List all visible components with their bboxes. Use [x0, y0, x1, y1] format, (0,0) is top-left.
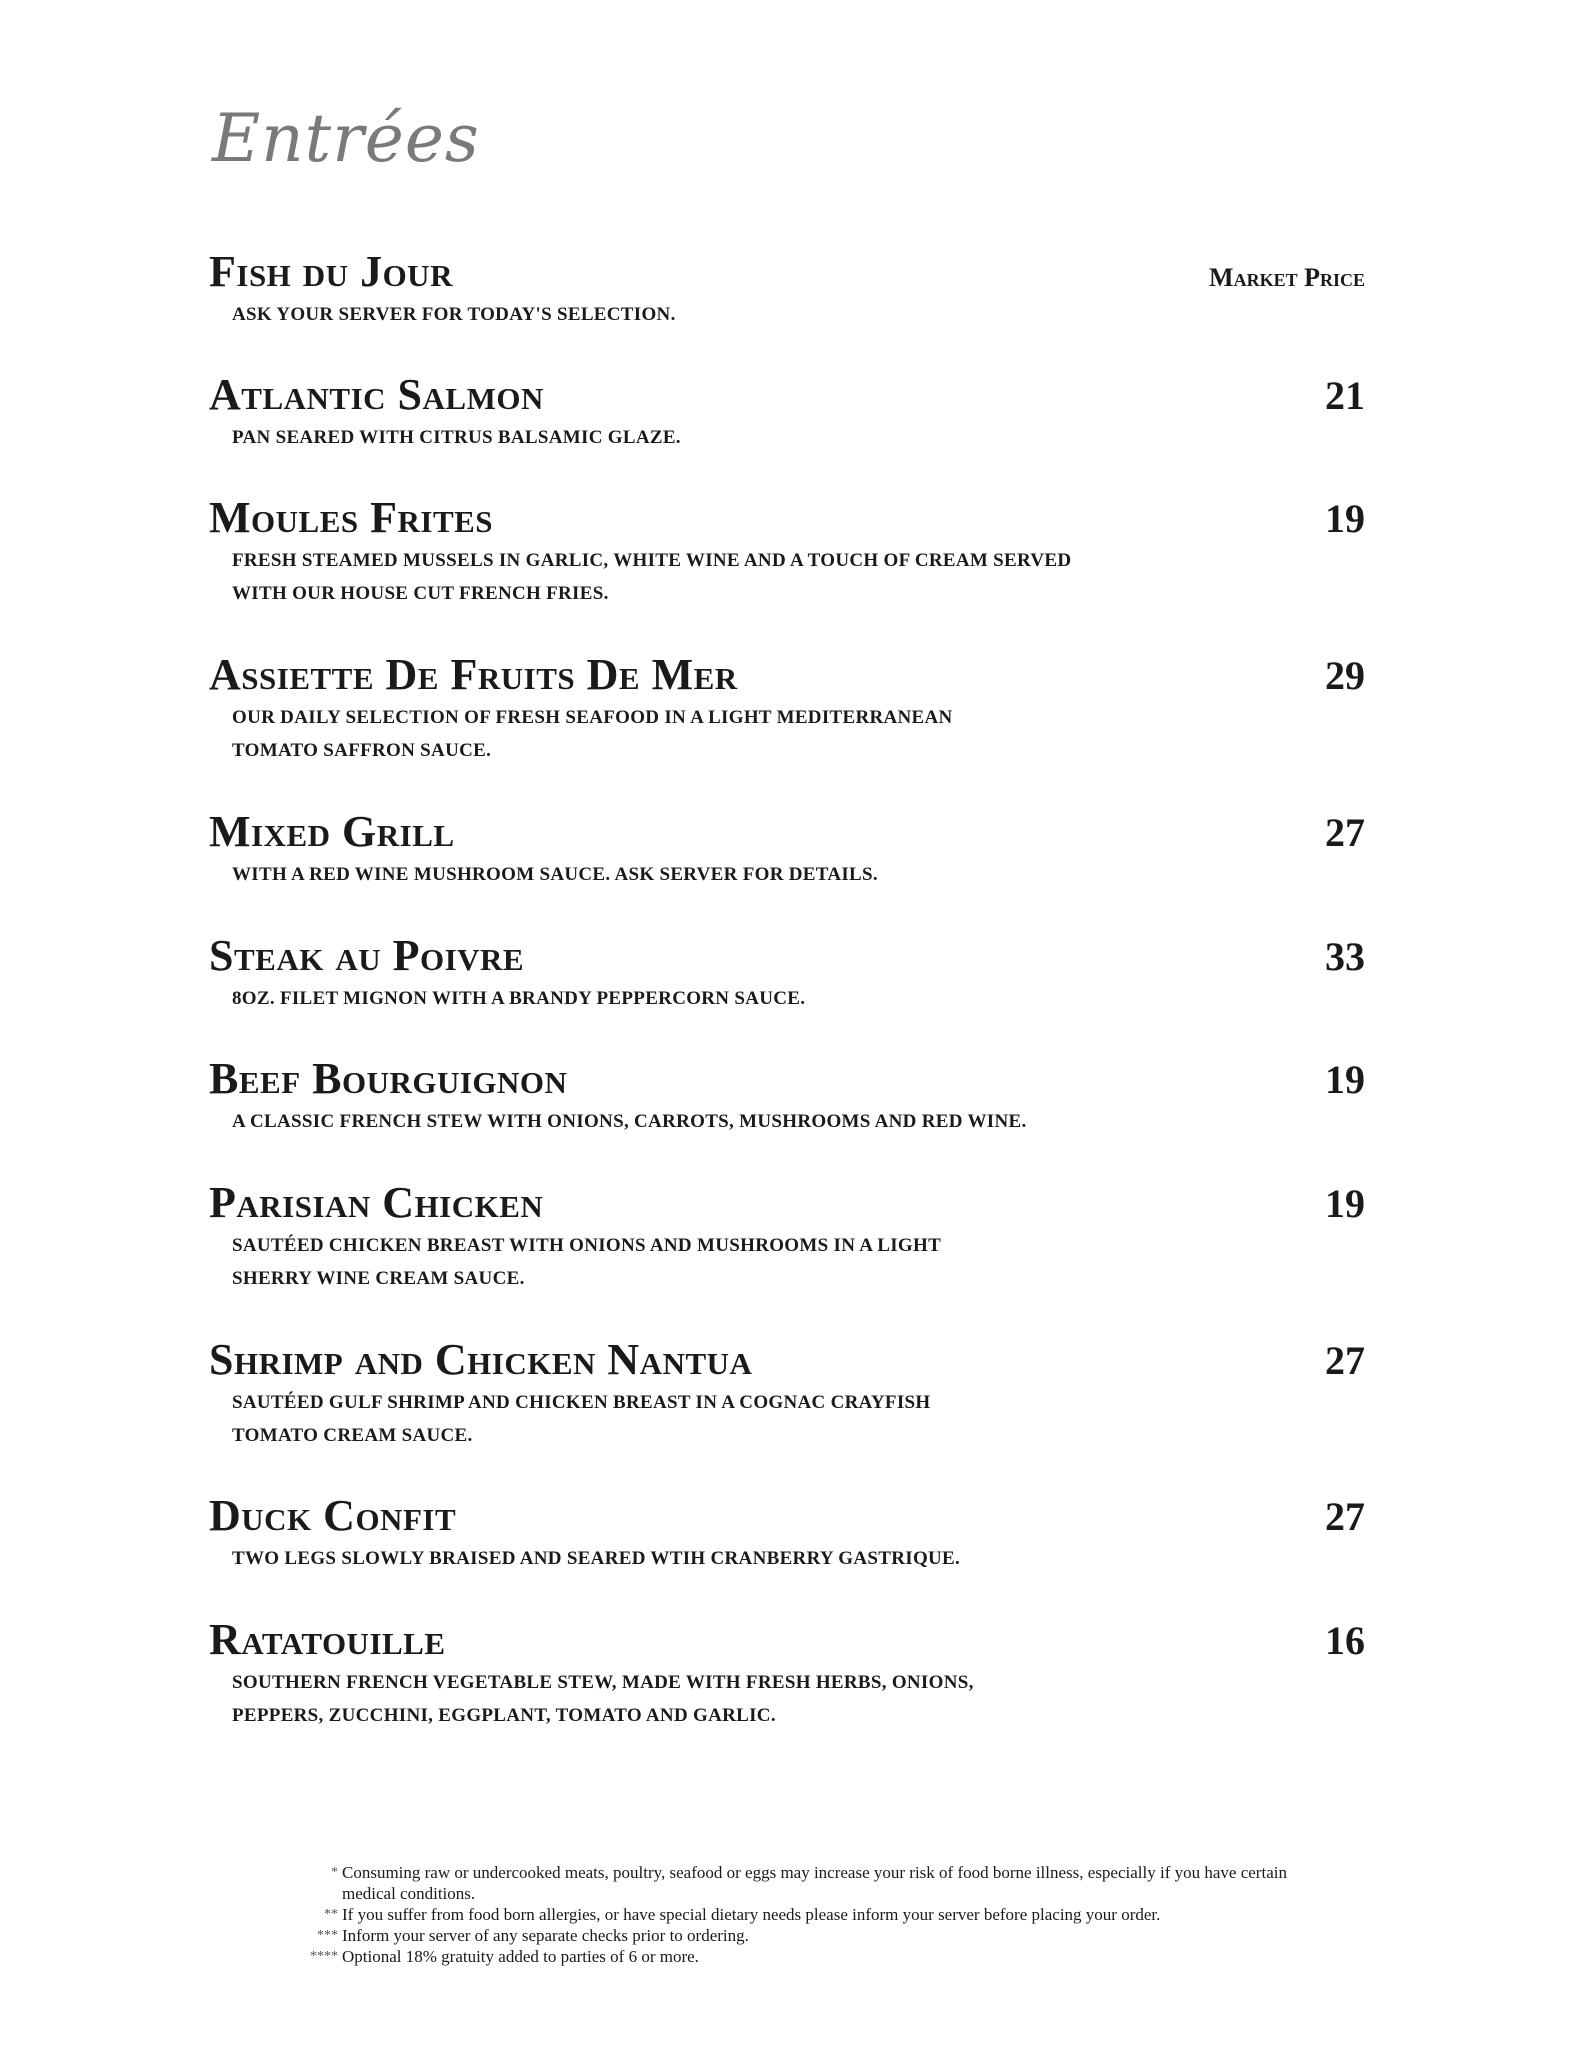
menu-item-header — [209, 1614, 1365, 1666]
footnotes — [290, 1862, 1330, 1967]
menu-item-description — [209, 1542, 1192, 1575]
menu-item-price: 27 — [1325, 810, 1365, 855]
description-line: SHERRY WINE CREAM SAUCE. — [232, 1268, 525, 1289]
footnote-text: Optional 18% gratuity added to parties of 6 or more. — [342, 1947, 699, 1966]
menu-item-header — [209, 806, 1365, 858]
description-line: 8OZ. FILET MIGNON WITH A BRANDY PEPPERCORN SAUCE. — [232, 988, 806, 1009]
menu-item — [209, 1177, 1365, 1295]
section-title: Entrées — [212, 100, 480, 177]
footnote-text: Consuming raw or undercooked meats, poultry, seafood or eggs may increase your risk of food borne illness, especially if you have certain medical conditions. — [342, 1863, 1287, 1903]
description-line: SAUTÉED CHICKEN BREAST WITH ONIONS AND MUSHROOMS IN A LIGHT — [232, 1235, 942, 1256]
description-line: WITH A RED WINE MUSHROOM SAUCE. ASK SERVER FOR DETAILS. — [232, 864, 878, 885]
menu-item — [209, 930, 1365, 1015]
menu-item-description — [209, 1229, 1192, 1295]
menu-item — [209, 1614, 1365, 1732]
footnote-text: Inform your server of any separate checks prior to ordering. — [342, 1926, 749, 1945]
footnote-mark: ** — [324, 1907, 338, 1922]
menu-item-price: 16 — [1325, 1618, 1365, 1663]
menu-item-name: Assiette De Fruits De Mer — [209, 650, 738, 699]
description-line: TOMATO SAFFRON SAUCE. — [232, 740, 492, 761]
menu-item-name: Beef Bourguignon — [209, 1054, 568, 1103]
menu-item-price: 27 — [1325, 1338, 1365, 1383]
menu-item-name: Duck Confit — [209, 1491, 457, 1540]
menu-item-header — [209, 1334, 1365, 1386]
description-line: WITH OUR HOUSE CUT FRENCH FRIES. — [232, 583, 609, 604]
description-line: ASK YOUR SERVER FOR TODAY'S SELECTION. — [232, 304, 676, 325]
menu-item-description — [209, 421, 1192, 454]
menu-item — [209, 246, 1365, 331]
menu-item — [209, 1053, 1365, 1138]
menu-item-name: Atlantic Salmon — [209, 370, 544, 419]
menu-item-description — [209, 701, 1192, 767]
menu-item-header — [209, 1177, 1365, 1229]
menu-item-price: 19 — [1325, 1181, 1365, 1226]
description-line: TWO LEGS SLOWLY BRAISED AND SEARED WTIH CRANBERRY GASTRIQUE. — [232, 1548, 961, 1569]
menu-item-price: 19 — [1325, 496, 1365, 541]
menu-item-description — [209, 544, 1192, 610]
menu-item-price: 29 — [1325, 653, 1365, 698]
menu-item-header — [209, 1053, 1365, 1105]
description-line: OUR DAILY SELECTION OF FRESH SEAFOOD IN A LIGHT MEDITERRANEAN — [232, 707, 953, 728]
menu-item-name: Shrimp and Chicken Nantua — [209, 1335, 753, 1384]
menu-item-name: Parisian Chicken — [209, 1178, 544, 1227]
menu-item-name: Steak au Poivre — [209, 931, 525, 980]
description-line: SOUTHERN FRENCH VEGETABLE STEW, MADE WITH FRESH HERBS, ONIONS, — [232, 1672, 974, 1693]
description-line: PEPPERS, ZUCCHINI, EGGPLANT, TOMATO AND GARLIC. — [232, 1705, 776, 1726]
footnote — [290, 1862, 1330, 1904]
menu-item-price: 19 — [1325, 1057, 1365, 1102]
footnote-text: If you suffer from food born allergies, or have special dietary needs please inform your server before placing your order. — [342, 1905, 1161, 1924]
menu-item-header — [209, 1490, 1365, 1542]
footnote — [290, 1904, 1330, 1925]
description-line: PAN SEARED WITH CITRUS BALSAMIC GLAZE. — [232, 427, 681, 448]
menu-item-header — [209, 930, 1365, 982]
footnote — [290, 1925, 1330, 1946]
footnote-mark: * — [331, 1865, 338, 1880]
menu-item-description — [209, 1105, 1192, 1138]
menu-item-price: 27 — [1325, 1494, 1365, 1539]
menu-item-description — [209, 1666, 1192, 1732]
menu-item-price: 21 — [1325, 373, 1365, 418]
menu-item — [209, 1490, 1365, 1575]
description-line: FRESH STEAMED MUSSELS IN GARLIC, WHITE WINE AND A TOUCH OF CREAM SERVED — [232, 550, 1072, 571]
menu-item-header — [209, 246, 1365, 298]
menu-item — [209, 492, 1365, 610]
description-line: TOMATO CREAM SAUCE. — [232, 1425, 473, 1446]
footnote — [290, 1946, 1330, 1967]
menu-item-header — [209, 492, 1365, 544]
menu-item-price: 33 — [1325, 934, 1365, 979]
menu-item-header — [209, 369, 1365, 421]
menu-item-description — [209, 982, 1192, 1015]
menu-item — [209, 806, 1365, 891]
menu-item-description — [209, 858, 1192, 891]
description-line: SAUTÉED GULF SHRIMP AND CHICKEN BREAST IN A COGNAC CRAYFISH — [232, 1392, 931, 1413]
menu-item-description — [209, 298, 1192, 331]
menu-item-name: Ratatouille — [209, 1615, 446, 1664]
menu-item — [209, 1334, 1365, 1452]
menu-item — [209, 369, 1365, 454]
footnote-mark: *** — [317, 1928, 338, 1943]
menu-item-name: Mixed Grill — [209, 807, 455, 856]
footnote-mark: **** — [310, 1949, 338, 1964]
menu-item-price: Market Price — [1209, 263, 1365, 292]
menu-item-name: Moules Frites — [209, 493, 494, 542]
description-line: A CLASSIC FRENCH STEW WITH ONIONS, CARROTS, MUSHROOMS AND RED WINE. — [232, 1111, 1027, 1132]
menu-item — [209, 649, 1365, 767]
menu-item-description — [209, 1386, 1192, 1452]
menu-item-header — [209, 649, 1365, 701]
menu-item-name: Fish du Jour — [209, 247, 453, 296]
